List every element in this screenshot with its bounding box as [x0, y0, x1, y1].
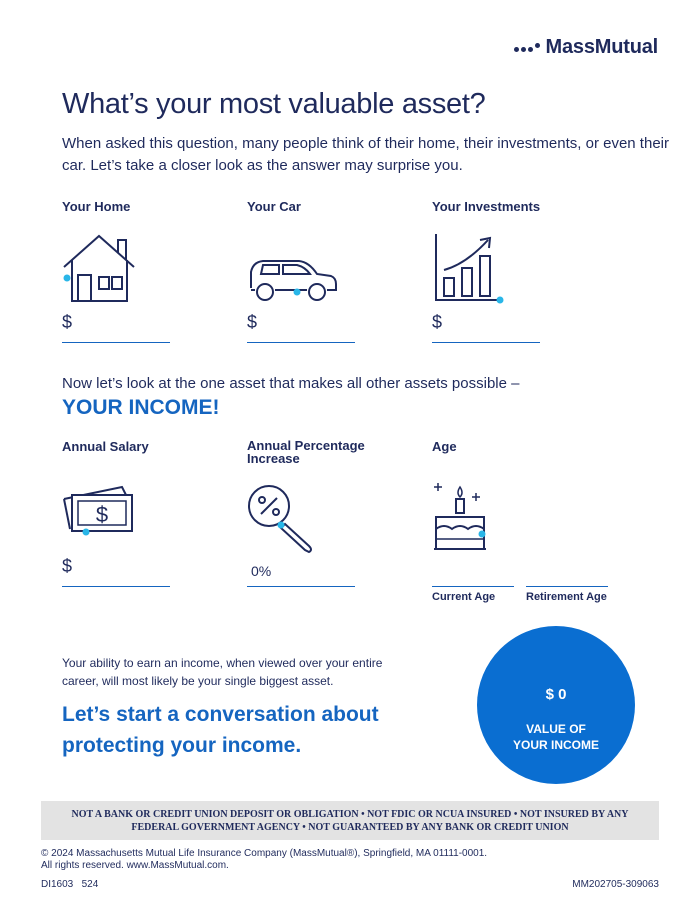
- intro-text: When asked this question, many people think of their home, their investments, or even their car. Let’s take a closer look as the answer may surprise you.: [62, 135, 669, 174]
- retirement-age-underline: [526, 586, 608, 587]
- document-code: MM202705-309063: [572, 879, 659, 890]
- growth-chart-icon: [434, 234, 504, 304]
- home-value-prefix: $: [62, 312, 73, 332]
- home-value-underline: [62, 342, 170, 343]
- current-age-label: Current Age: [432, 591, 496, 603]
- investments-value-input[interactable]: [448, 314, 538, 336]
- retirement-age-label: Retirement Age: [526, 591, 607, 603]
- current-age-input[interactable]: [432, 560, 514, 582]
- asset-label-home: Your Home: [62, 199, 131, 214]
- asset-label-investments: Your Investments: [432, 199, 541, 214]
- copyright: [41, 848, 561, 872]
- home-value-input[interactable]: [78, 314, 168, 336]
- copyright-line1: © 2024 Massachusetts Mutual Life Insurance Company (MassMutual®), Springfield, MA 01111-0001.: [41, 848, 488, 859]
- page-title: What’s your most valuable asset?: [62, 88, 486, 120]
- brand-name: MassMutual: [545, 36, 658, 58]
- investments-value-underline: [432, 342, 540, 343]
- increase-underline: [247, 586, 355, 587]
- house-icon: [62, 233, 137, 305]
- car-icon: [247, 258, 339, 304]
- income-value-circle: [477, 626, 635, 784]
- salary-prefix: $: [62, 556, 73, 576]
- document-id: DI1603 524: [41, 879, 99, 890]
- copyright-line2: All rights reserved. www.MassMutual.com.: [41, 860, 229, 871]
- brand-logo: [514, 36, 658, 59]
- income-lead-text: Now let’s look at the one asset that makes all other assets possible –: [62, 375, 520, 392]
- money-icon: [62, 485, 136, 539]
- asset-label-car: Your Car: [247, 199, 301, 214]
- salary-label: Annual Salary: [62, 439, 149, 454]
- disclaimer-text: NOT A BANK OR CREDIT UNION DEPOSIT OR OBLIGATION • NOT FDIC OR NCUA INSURED • NOT INSURED BY ANY FEDERAL GOVERNMENT AGENCY • NOT GUARANTEED BY ANY BANK OR CREDIT UNION: [71, 808, 629, 833]
- percent-magnifier-icon: [247, 484, 317, 552]
- cta-text: Let’s start a conversation about protecting your income.: [62, 703, 379, 757]
- increase-label-line1: Annual Percentage: [247, 438, 365, 453]
- ability-text: Your ability to earn an income, when viewed over your entire career, will most likely be your single biggest asset.: [62, 656, 383, 688]
- salary-input[interactable]: [78, 558, 168, 580]
- income-value-label-line1: VALUE OF: [526, 722, 586, 736]
- investments-value-prefix: $: [432, 312, 443, 332]
- salary-underline: [62, 586, 170, 587]
- svg-text:$: $: [95, 502, 109, 527]
- increase-input[interactable]: 0%: [251, 563, 272, 579]
- income-value-label-line2: YOUR INCOME: [512, 738, 599, 752]
- car-value-input[interactable]: [263, 314, 353, 336]
- disclaimer-box: [41, 801, 659, 840]
- current-age-underline: [432, 586, 514, 587]
- car-value-prefix: $: [247, 312, 258, 332]
- income-highlight: YOUR INCOME!: [62, 396, 220, 419]
- birthday-cake-icon: [432, 481, 490, 553]
- income-value: $ 0: [545, 686, 567, 703]
- retirement-age-input[interactable]: [526, 560, 608, 582]
- income-value-label: [477, 721, 635, 753]
- age-label: Age: [432, 439, 457, 454]
- increase-label: [247, 439, 365, 465]
- increase-label-line2: Increase: [247, 451, 300, 466]
- logo-dots-icon: [514, 43, 540, 52]
- car-value-underline: [247, 342, 355, 343]
